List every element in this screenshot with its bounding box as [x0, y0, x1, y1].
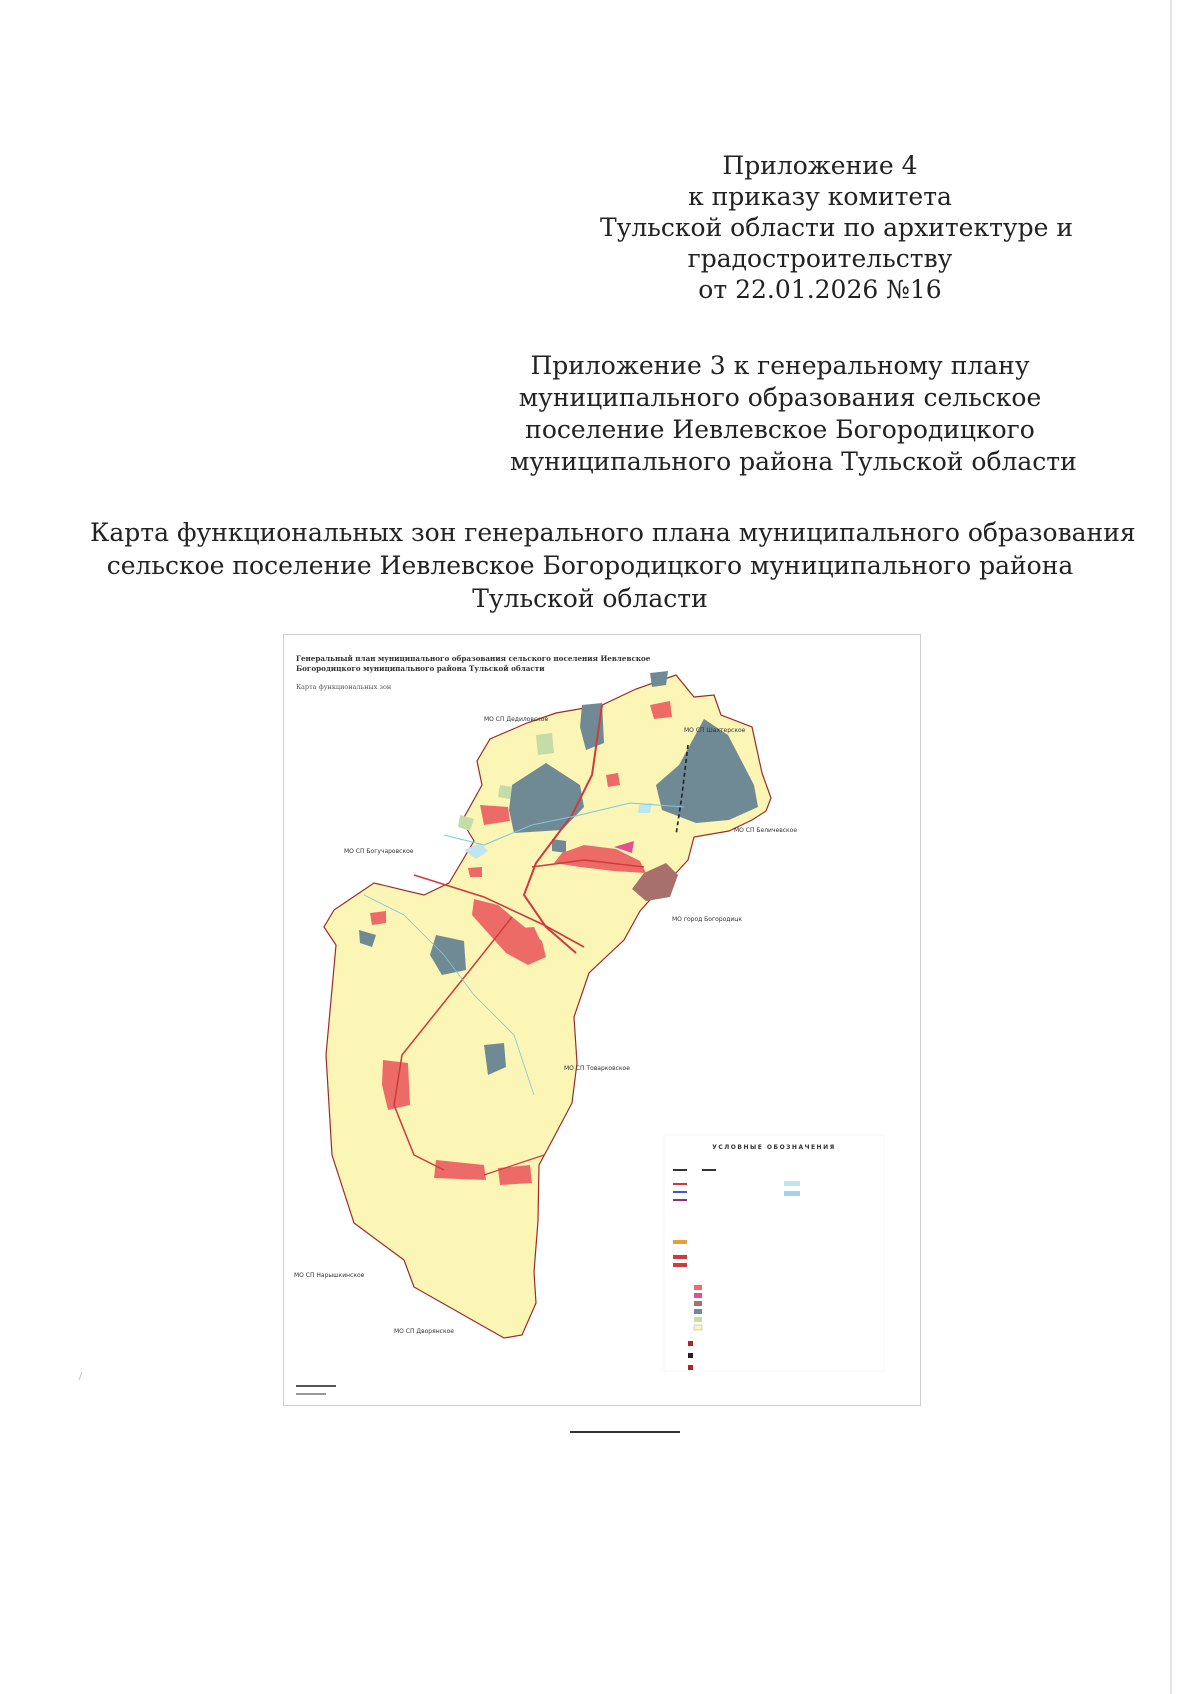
- settlement-zone: [382, 1060, 410, 1110]
- scale-bar: [296, 1393, 326, 1395]
- map-title-line: Карта функциональных зон генерального плана муниципального образования: [90, 518, 1136, 547]
- appendix-4-line: Приложение 4: [722, 151, 918, 180]
- settlement-zone: [468, 867, 482, 877]
- neighbor-label: МО СП Богучаровское: [344, 848, 414, 855]
- map-title-line: Тульской области: [472, 584, 708, 613]
- neighbor-label: МО СП Дворянское: [394, 1328, 454, 1335]
- scan-mark: [79, 1372, 83, 1380]
- page-edge: [1170, 0, 1172, 1694]
- map-legend: [664, 1135, 884, 1371]
- map-header-line: Генеральный план муниципального образования сельского поселения Иевлевское: [296, 654, 651, 663]
- neighbor-label: МО СП Беличевское: [734, 827, 798, 834]
- settlement-zone: [370, 911, 386, 925]
- map-subheader: Карта функциональных зон: [296, 683, 392, 691]
- appendix-3-header: [510, 350, 1077, 478]
- appendix-4-line: Тульской области по архитектуре и: [600, 213, 1074, 242]
- settlement-zone: [498, 1165, 532, 1185]
- legend-title: УСЛОВНЫЕ ОБОЗНАЧЕНИЯ: [712, 1144, 836, 1151]
- neighbor-label: МО город Богородицк: [672, 916, 743, 923]
- appendix-3-line: Приложение 3 к генеральному плану: [530, 351, 1030, 380]
- map-svg: [284, 635, 920, 1405]
- appendix-4-header: [600, 150, 1074, 305]
- appendix-4-line: от 22.01.2026 №16: [698, 275, 942, 304]
- neighbor-label: МО СП Дедиловское: [484, 716, 549, 723]
- footer-rule: [570, 1431, 680, 1433]
- forest-zone: [650, 671, 668, 687]
- appendix-3-line: поселение Иевлевское Богородицкого: [525, 415, 1035, 444]
- functional-zones-map: [283, 634, 921, 1406]
- neighbor-label: МО СП Товарковское: [564, 1065, 630, 1072]
- forest-zone: [552, 839, 566, 853]
- appendix-3-line: муниципального района Тульской области: [510, 447, 1077, 476]
- scale-bar: [296, 1385, 336, 1387]
- map-title-line: сельское поселение Иевлевское Богородицкого муниципального района: [106, 551, 1074, 580]
- map-title: [90, 516, 1136, 615]
- green-zone: [498, 785, 512, 799]
- settlement-zone: [606, 773, 620, 787]
- appendix-4-line: градостроительству: [687, 244, 953, 273]
- appendix-4-line: к приказу комитета: [688, 182, 952, 211]
- neighbor-label: МО СП Нарышкинское: [294, 1272, 365, 1279]
- green-zone: [536, 733, 554, 755]
- map-header-line: Богородицкого муниципального района Тульской области: [296, 664, 545, 673]
- neighbor-label: МО СП Шахтерское: [684, 727, 746, 734]
- appendix-3-line: муниципального образования сельское: [518, 383, 1042, 412]
